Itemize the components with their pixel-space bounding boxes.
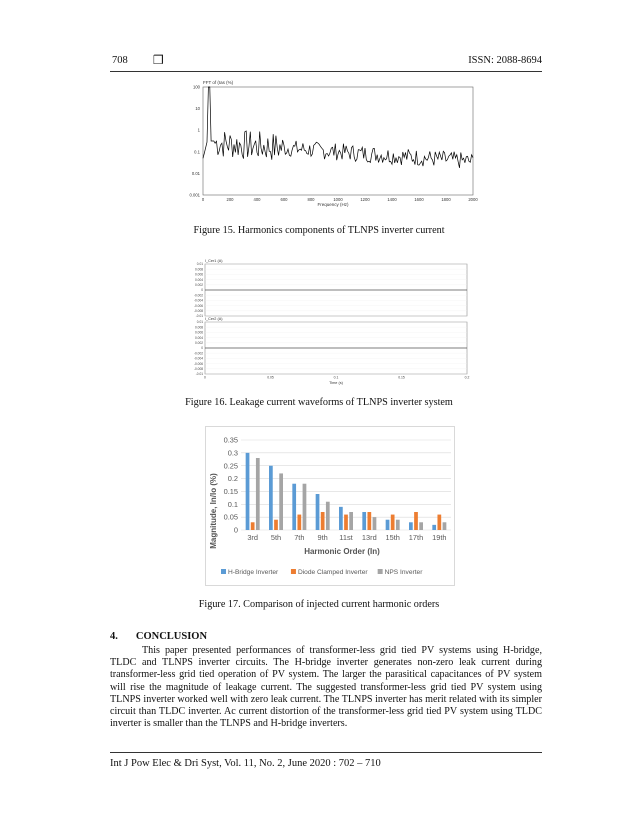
fig17-x-tick: 5th (270, 533, 282, 542)
fig16-x-tick: 0.15 (398, 375, 405, 380)
bar-diode-clamped-inverter-17th (414, 512, 418, 530)
fig17-x-tick: 19th (432, 533, 447, 542)
fig15-y-tick: 1 (197, 127, 200, 133)
fig15-x-tick: 1400 (387, 197, 397, 202)
fig15-x-tick: 800 (307, 197, 315, 202)
page-number: 708 (112, 55, 128, 66)
fig17-ylabel: Magnitude, In/Io (%) (209, 473, 218, 549)
fig15-plot-area (203, 87, 473, 195)
fig16-bottom-y-tick: -0.008 (193, 367, 203, 371)
fig16-top-y-tick: 0.01 (196, 262, 203, 267)
fig17-y-tick: 0 (233, 525, 238, 535)
legend-swatch (291, 569, 296, 574)
conclusion-text: This paper presented performances of transformer-less grid tied PV systems using H-bridge, TLDC and TLNPS inverter circuits. The H-bridge inverter generates non-zero leak current during transformer-less grid tied operation of PV system. The larger the parasitical capacitances of PV system will rise the magnitude of leakage current. The suggested transformer-less grid tied PV system using TLNPS inverter worked well with zero leak current. The TLNPS inverter has merit related with its simpler circuit than TLDC inverter. Ac current distortion of the transformer-less grid tied PV system using TLDC inverter is smaller than the TLNPS and H-bridge inverters. (110, 645, 542, 730)
fig15-x-tick: 1200 (360, 197, 370, 202)
fig16-bottom-y-tick: 0.008 (195, 325, 203, 330)
figure-16 (183, 258, 473, 388)
fig16-top-y-tick: 0.002 (195, 283, 203, 287)
footer-citation: Int J Pow Elec & Dri Syst, Vol. 11, No. 2, June 2020 : 702 – 710 (110, 758, 381, 769)
fig15-y-tick: 0.01 (191, 170, 200, 176)
fig16-bottom-label: I_Cer2 (A) (205, 317, 223, 321)
fig17-y-tick: 0.1 (227, 499, 238, 509)
legend-label: H-Bridge Inverter (228, 569, 279, 576)
fig15-y-tick: 100 (193, 84, 200, 90)
fig17-y-tick: 0.15 (223, 487, 238, 497)
bar-diode-clamped-inverter-9th (321, 512, 325, 530)
bar-nps-inverter-9th (326, 502, 330, 530)
box-icon: ❒ (153, 53, 164, 67)
fig17-x-tick: 9th (317, 533, 328, 542)
bar-h-bridge-inverter-3rd (246, 453, 250, 530)
fig16-bottom-y-tick: -0.01 (195, 372, 203, 377)
fig16-top-y-tick: 0.004 (195, 277, 203, 282)
fig15-plot-title: FFT of (Ias (%) (203, 80, 234, 85)
fig17-xlabel: Harmonic Order (In) (304, 547, 380, 556)
fig15-caption: Figure 15. Harmonics components of TLNPS inverter current (193, 225, 445, 236)
fig15-x-tick: 0 (201, 197, 205, 202)
fig16-top-y-tick: 0 (201, 288, 203, 293)
fig15-x-tick: 600 (280, 197, 288, 202)
section-heading (110, 631, 207, 642)
fig16-top-y-tick: 0.006 (195, 272, 203, 277)
issn: ISSN: 2088-8694 (468, 55, 542, 66)
bar-h-bridge-inverter-5th (269, 466, 273, 530)
fig16-caption: Figure 16. Leakage current waveforms of TLNPS inverter system (185, 397, 453, 408)
legend-label: Diode Clamped Inverter (297, 569, 368, 576)
fig15-y-tick: 0.1 (194, 149, 200, 155)
fig16-top-y-tick: -0.006 (193, 303, 203, 308)
legend-swatch (378, 569, 383, 574)
bar-h-bridge-inverter-17th (409, 522, 413, 530)
legend-label: NPS Inverter (384, 569, 423, 576)
fig17-y-tick: 0.25 (223, 461, 238, 471)
fig17-y-tick: 0.2 (227, 474, 238, 484)
fig16-bottom-y-tick: -0.004 (193, 356, 203, 361)
fig16-xlabel: Time (s) (329, 381, 343, 385)
figure-17 (205, 426, 455, 586)
bar-nps-inverter-5th (279, 473, 283, 530)
bar-nps-inverter-13rd (373, 517, 377, 530)
bar-nps-inverter-11st (349, 512, 353, 530)
bar-h-bridge-inverter-19th (432, 525, 436, 530)
fig17-x-tick: 17th (408, 533, 424, 542)
footer-rule (110, 752, 542, 753)
fig17-y-tick: 0.35 (223, 435, 238, 445)
fig17-x-tick: 13rd (361, 533, 377, 542)
fig15-y-tick: 0.001 (189, 192, 200, 198)
fig15-x-tick: 1000 (333, 197, 343, 202)
fig17-y-tick: 0.3 (227, 448, 238, 458)
conclusion-paragraph (110, 645, 542, 730)
legend-swatch (221, 569, 226, 574)
figure-15 (175, 78, 480, 216)
fig16-top-y-tick: -0.008 (193, 309, 203, 313)
fig17-x-tick: 7th (294, 533, 305, 542)
bar-diode-clamped-inverter-19th (437, 515, 441, 530)
fig16-x-tick: 0.2 (464, 375, 470, 380)
fig16-bottom-y-tick: 0.01 (196, 320, 203, 325)
bar-h-bridge-inverter-13rd (362, 512, 366, 530)
fig15-x-tick: 2000 (468, 197, 478, 202)
header-rule (110, 71, 542, 72)
fig16-bottom-y-tick: -0.006 (193, 361, 203, 366)
fig16-bottom-y-tick: -0.002 (193, 351, 203, 356)
fig17-x-tick: 15th (385, 533, 400, 542)
fig16-x-tick: 0.05 (267, 375, 274, 380)
bar-nps-inverter-7th (303, 484, 307, 530)
bar-h-bridge-inverter-11st (339, 507, 343, 530)
bar-diode-clamped-inverter-3rd (251, 522, 255, 530)
fig15-y-tick: 10 (195, 106, 200, 112)
fig15-x-tick: 200 (226, 197, 234, 202)
section-title: CONCLUSION (135, 631, 208, 642)
fig17-frame (206, 427, 455, 586)
fig16-bottom-y-tick: 0.002 (195, 341, 203, 345)
fig17-x-tick: 3rd (247, 533, 259, 542)
fig16-x-tick: 0 (204, 375, 206, 380)
fig16-top-y-tick: -0.01 (195, 314, 203, 319)
fig15-x-tick: 1600 (414, 197, 424, 202)
bar-nps-inverter-19th (443, 522, 447, 530)
bar-diode-clamped-inverter-7th (297, 515, 301, 530)
bar-nps-inverter-3rd (256, 458, 260, 530)
bar-h-bridge-inverter-9th (316, 494, 320, 530)
bar-diode-clamped-inverter-11st (344, 515, 348, 530)
fig16-bottom-y-tick: 0.004 (195, 335, 203, 340)
fig15-xlabel: Frequency (Hz) (317, 202, 349, 207)
fig16-bottom-y-tick: 0.006 (195, 330, 203, 335)
fig16-top-y-tick: -0.002 (193, 293, 203, 298)
fig17-y-tick: 0.05 (223, 512, 238, 522)
bar-diode-clamped-inverter-15th (391, 515, 395, 530)
fig16-x-tick: 0.1 (333, 375, 339, 380)
fig16-top-y-tick: 0.008 (195, 267, 203, 272)
section-number: 4. (110, 631, 118, 642)
fig15-x-tick: 400 (253, 197, 261, 202)
fig15-x-tick: 1800 (441, 197, 451, 202)
bar-diode-clamped-inverter-13rd (367, 512, 371, 530)
fig16-top-label: I_Cer1 (A) (205, 259, 223, 263)
bar-nps-inverter-15th (396, 520, 400, 530)
fig16-top-y-tick: -0.004 (193, 298, 203, 303)
bar-h-bridge-inverter-7th (292, 484, 296, 530)
fig17-caption: Figure 17. Comparison of injected current harmonic orders (198, 599, 440, 610)
fig16-bottom-y-tick: 0 (201, 346, 203, 351)
bar-diode-clamped-inverter-5th (274, 520, 278, 530)
bar-h-bridge-inverter-15th (386, 520, 390, 530)
fig17-x-tick: 11st (339, 533, 353, 542)
bar-nps-inverter-17th (419, 522, 423, 530)
